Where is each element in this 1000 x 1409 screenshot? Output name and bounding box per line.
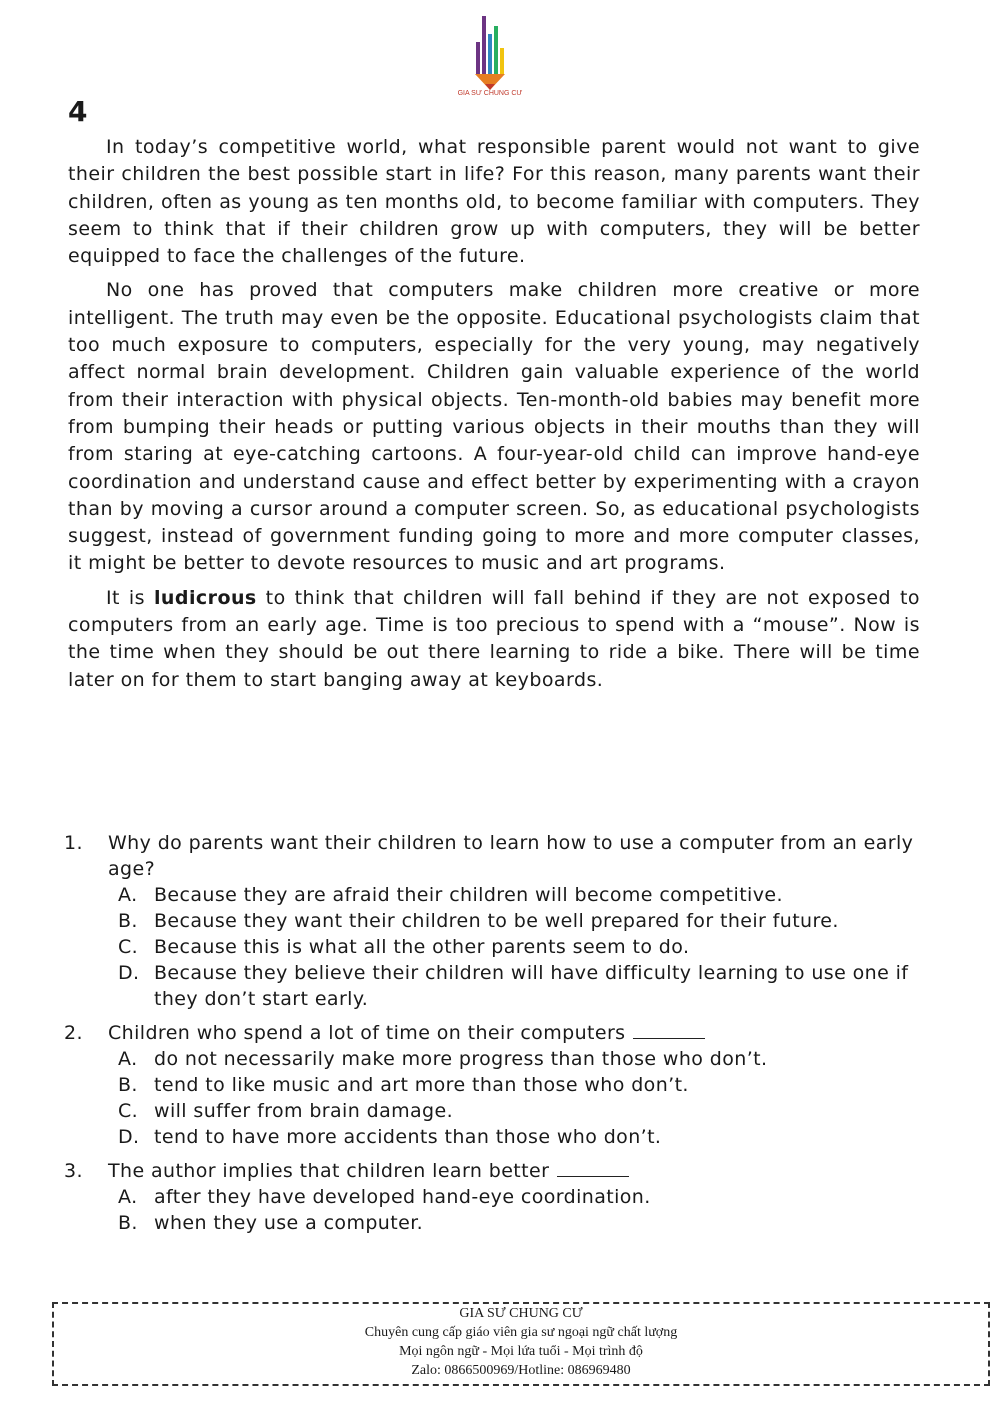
answer-option[interactable] <box>64 934 924 960</box>
passage-paragraph-1: In today’s competitive world, what responsible parent would not want to give their children the best possible start in life? For this reason, many parents want their children, often as young as ten months old, to become familiar with computers. They seem to think that if their children grow up with computers, they will be better equipped to face the challenges of the future. <box>68 136 920 268</box>
option-text: will suffer from brain damage. <box>154 1100 454 1122</box>
option-text: Because they believe their children will have difficulty learning to use one if they don’t start early. <box>154 962 909 1010</box>
answer-option[interactable] <box>64 1210 924 1236</box>
option-letter: B. <box>118 910 138 932</box>
question-list <box>64 830 924 1244</box>
answer-option[interactable] <box>64 1072 924 1098</box>
option-letter: B. <box>118 1074 138 1096</box>
option-text: when they use a computer. <box>154 1212 424 1234</box>
passage-paragraph-3 <box>68 585 920 694</box>
answer-option[interactable] <box>64 908 924 934</box>
option-text: do not necessarily make more progress than those who don’t. <box>154 1048 768 1070</box>
option-text: tend to have more accidents than those who don’t. <box>154 1126 662 1148</box>
option-text: Because this is what all the other parents seem to do. <box>154 936 690 958</box>
reading-passage <box>68 134 920 701</box>
question-number: 1. <box>64 832 83 854</box>
brand-logo <box>445 12 535 112</box>
p3-before: It is <box>106 586 154 609</box>
question-stem: Why do parents want their children to learn how to use a computer from an early age? <box>108 832 914 880</box>
option-letter: C. <box>118 936 139 958</box>
exercise-number: 4 <box>68 95 88 128</box>
answer-option[interactable] <box>64 1124 924 1150</box>
answer-blank[interactable] <box>633 1024 705 1039</box>
question-number: 2. <box>64 1022 83 1044</box>
logo-text: GIA SƯ CHUNG CƯ <box>457 90 523 97</box>
question-stem-wrap <box>108 1020 924 1046</box>
footer-box <box>52 1302 990 1386</box>
question-2 <box>64 1020 924 1150</box>
question-stem-wrap <box>108 1158 924 1184</box>
question-3 <box>64 1158 924 1236</box>
footer-contact: Zalo: 0866500969/Hotline: 086969480 <box>411 1363 631 1378</box>
option-letter: B. <box>118 1212 138 1234</box>
option-letter: A. <box>118 1186 138 1208</box>
footer-brand: GIA SƯ CHUNG CƯ <box>459 1306 583 1321</box>
question-1 <box>64 830 924 1012</box>
answer-option[interactable] <box>64 1046 924 1072</box>
answer-option[interactable] <box>64 882 924 908</box>
option-letter: A. <box>118 884 138 906</box>
pencil-bars-logo-icon <box>470 12 510 92</box>
option-letter: D. <box>118 962 140 984</box>
question-number: 3. <box>64 1160 83 1182</box>
answer-option[interactable] <box>64 1184 924 1210</box>
option-letter: D. <box>118 1126 140 1148</box>
question-stem: The author implies that children learn better <box>108 1160 550 1182</box>
footer-slogan: Mọi ngôn ngữ - Mọi lứa tuổi - Mọi trình độ <box>399 1344 643 1359</box>
answer-option[interactable] <box>64 960 924 1012</box>
option-text: tend to like music and art more than those who don’t. <box>154 1074 689 1096</box>
question-stem: Children who spend a lot of time on their computers <box>108 1022 626 1044</box>
option-text: after they have developed hand-eye coordination. <box>154 1186 651 1208</box>
footer-tagline: Chuyên cung cấp giáo viên gia sư ngoại ngữ chất lượng <box>364 1325 678 1340</box>
option-text: Because they are afraid their children will become competitive. <box>154 884 783 906</box>
highlighted-word: ludicrous <box>153 586 257 609</box>
option-letter: A. <box>118 1048 138 1070</box>
passage-paragraph-2: No one has proved that computers make children more creative or more intelligent. The truth may even be the opposite. Educational psychologists claim that too much exposure to computers, especially for the very young, may negatively affect normal brain development. Children gain valuable experience of the world from their interaction with physical objects. Ten-month-old babies may benefit more from bumping their heads or putting various objects in their mouths than they will from staring at eye-catching cartoons. A four-year-old child can improve hand-eye coordination and understand cause and effect better by experimenting with a crayon than by moving a cursor around a computer screen. So, as educational psychologists suggest, instead of government funding going to more and more computer classes, it might be better to devote resources to music and art programs. <box>68 279 920 575</box>
option-letter: C. <box>118 1100 139 1122</box>
answer-option[interactable] <box>64 1098 924 1124</box>
answer-blank[interactable] <box>557 1162 629 1177</box>
p3-after: to think that children will fall behind if they are not exposed to computers from an early age. Time is too precious to spend with a “mouse”. Now is the time when they should be out there learning to ride a bike. There will be time later on for them to start banging away at keyboards. <box>68 586 920 691</box>
option-text: Because they want their children to be well prepared for their future. <box>154 910 839 932</box>
